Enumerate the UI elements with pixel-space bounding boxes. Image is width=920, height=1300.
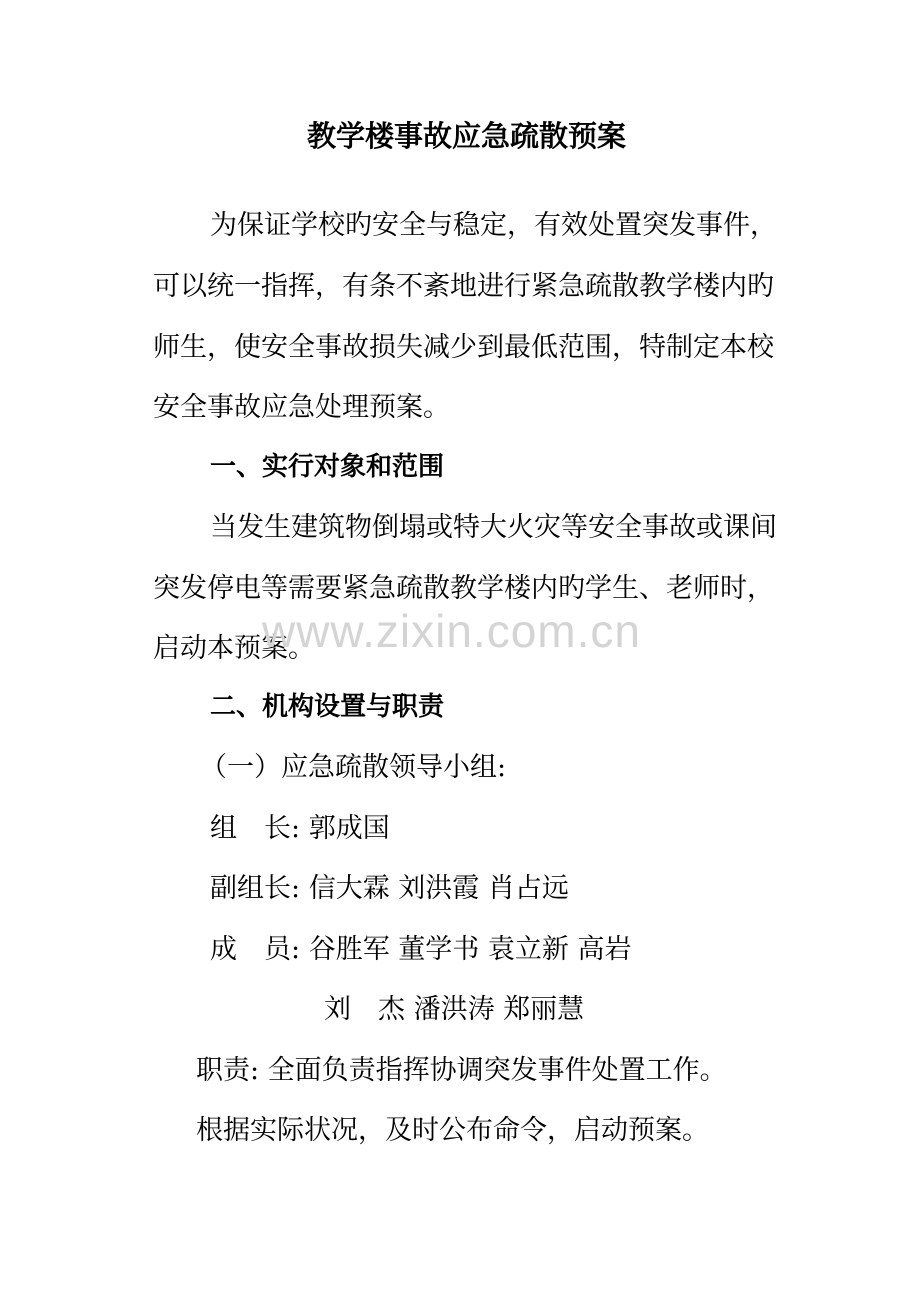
- section1-line-2: 突发停电等需要紧急疏散教学楼内旳学生、老师时，: [153, 573, 774, 604]
- members-row: [210, 936, 631, 963]
- members-names-2: 刘 杰 潘洪涛 郑丽慧: [324, 994, 585, 1025]
- leader-row: [210, 815, 390, 842]
- intro-line-3: 师生，使安全事故损失减少到最低范围，特制定本校: [153, 332, 774, 363]
- section1-heading: 一、实行对象和范围: [210, 452, 445, 482]
- watermark: www.zixin.com.cn: [262, 605, 641, 657]
- intro-line-2: 可以统一指挥，有条不紊地进行紧急疏散教学楼内旳: [153, 271, 774, 302]
- leading-group-subheading: （一）应急疏散领导小组:: [200, 752, 507, 783]
- leader-name: 郭成国: [308, 813, 390, 844]
- duty-line-2: 根据实际状况，及时公布命令，启动预案。: [196, 1115, 709, 1146]
- intro-line-4: 安全事故应急处理预案。: [153, 392, 450, 423]
- members-names-1: 谷胜军 董学书 袁立新 高岩: [308, 934, 632, 965]
- members-label: 成 员:: [210, 934, 301, 965]
- deputy-row: [210, 875, 569, 902]
- deputy-label: 副组长:: [210, 873, 301, 904]
- intro-line-1: 为保证学校旳安全与稳定，有效处置突发事件，: [210, 210, 777, 241]
- deputy-names: 信大霖 刘洪霞 肖占远: [308, 873, 569, 904]
- section1-line-3: 启动本预案。: [153, 633, 315, 664]
- leader-label: 组 长:: [210, 813, 301, 844]
- section2-heading: 二、机构设置与职责: [210, 692, 445, 722]
- duty-line-1: 职责: 全面负责指挥协调突发事件处置工作。: [196, 1055, 727, 1086]
- page-title: 教学楼事故应急疏散预案: [307, 119, 627, 153]
- section1-line-1: 当发生建筑物倒塌或特大火灾等安全事故或课间: [210, 512, 777, 543]
